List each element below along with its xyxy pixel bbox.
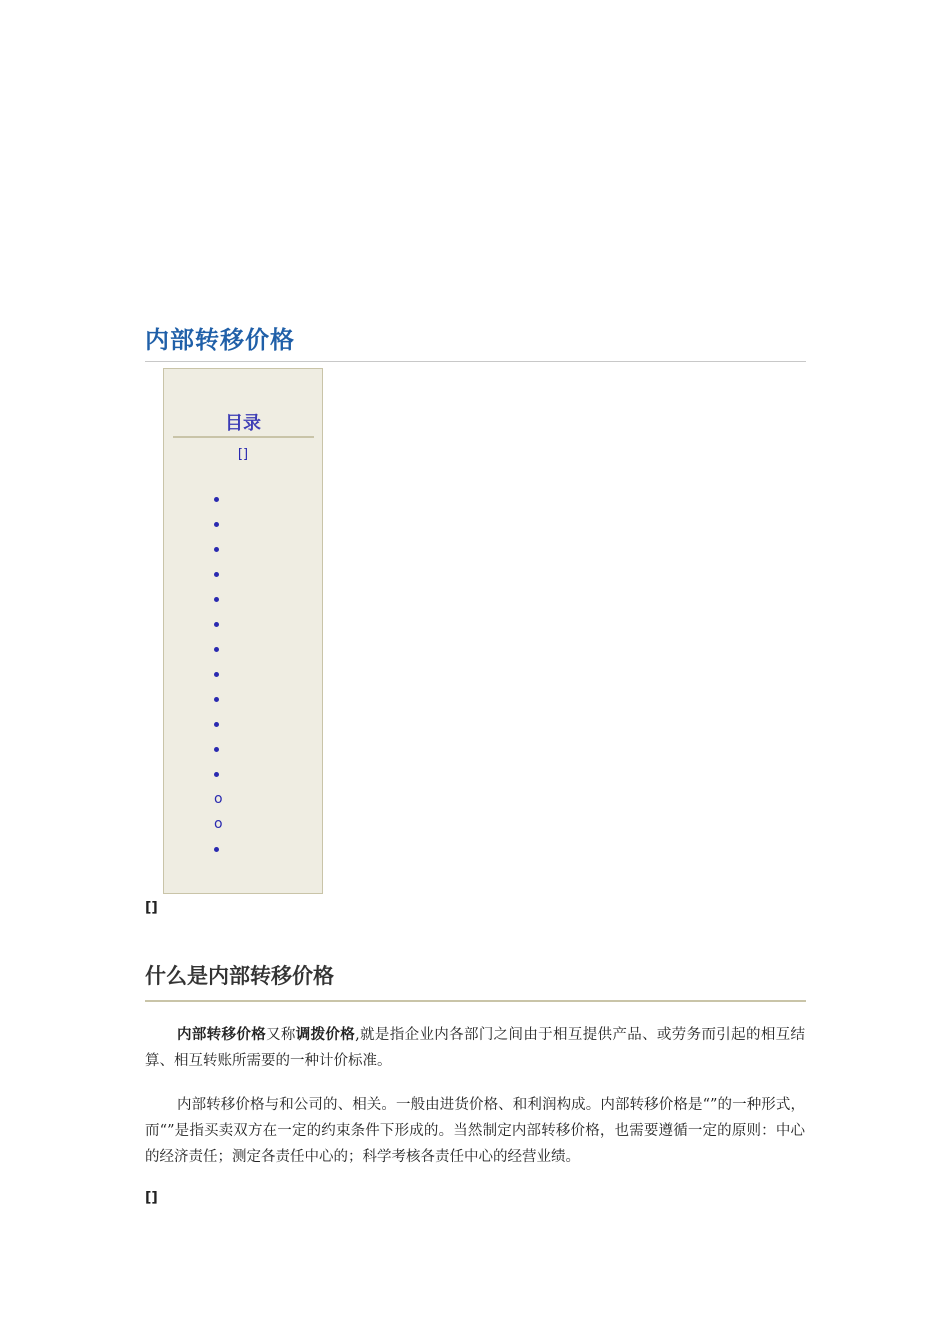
paragraph-text: ,就是指企业内各部门之间由于相互提供产品、或劳务而引起的相互结算、相互转账所需要的一种计价标准。 [145,1027,806,1069]
toc-title: 目录 [225,413,261,434]
toc-item[interactable] [214,789,223,809]
toc-item[interactable] [214,614,219,634]
toc-item[interactable] [214,664,219,684]
disc-bullet-icon [214,572,219,577]
circle-bullet-icon: o [214,791,223,807]
toc-item[interactable] [214,489,219,509]
toc-item[interactable] [214,564,219,584]
toc-item[interactable] [214,714,219,734]
definition-paragraph [145,1022,805,1074]
toc-toggle-link[interactable]: [] [237,447,249,462]
disc-bullet-icon [214,597,219,602]
disc-bullet-icon [214,647,219,652]
circle-bullet-icon: o [214,816,223,832]
term-bold: 内部转移价格 [177,1026,267,1043]
section-divider [145,1000,806,1002]
table-of-contents [163,368,323,894]
section-anchor[interactable]: [] [145,1190,158,1206]
disc-bullet-icon [214,847,219,852]
toc-divider [173,436,314,438]
description-paragraph: 内部转移价格与和公司的、相关。一般由进货价格、和利润构成。内部转移价格是“”的一种形式，而“”是指买卖双方在一定的约束条件下形成的。当然制定内部转移价格，也需要遵循一定的原则：中心的经济责任；测定各责任中心的；科学考核各责任中心的经营业绩。 [145,1097,805,1165]
disc-bullet-icon [214,722,219,727]
disc-bullet-icon [214,522,219,527]
paragraph-text: 又称 [266,1027,296,1043]
alias-bold: 调拨价格 [295,1026,356,1043]
toc-item[interactable] [214,764,219,784]
toc-item[interactable] [214,689,219,709]
disc-bullet-icon [214,497,219,502]
disc-bullet-icon [214,747,219,752]
toc-item[interactable] [214,739,219,759]
toc-item[interactable] [214,514,219,534]
page-title: 内部转移价格 [145,326,295,354]
toc-item[interactable] [214,589,219,609]
title-divider [145,361,806,362]
toc-item[interactable] [214,814,223,834]
disc-bullet-icon [214,697,219,702]
toc-item[interactable] [214,539,219,559]
toc-item[interactable] [214,639,219,659]
toc-item[interactable] [214,839,219,859]
disc-bullet-icon [214,622,219,627]
disc-bullet-icon [214,547,219,552]
section-anchor[interactable]: [] [145,900,158,916]
section-heading: 什么是内部转移价格 [145,964,334,988]
disc-bullet-icon [214,672,219,677]
disc-bullet-icon [214,772,219,777]
